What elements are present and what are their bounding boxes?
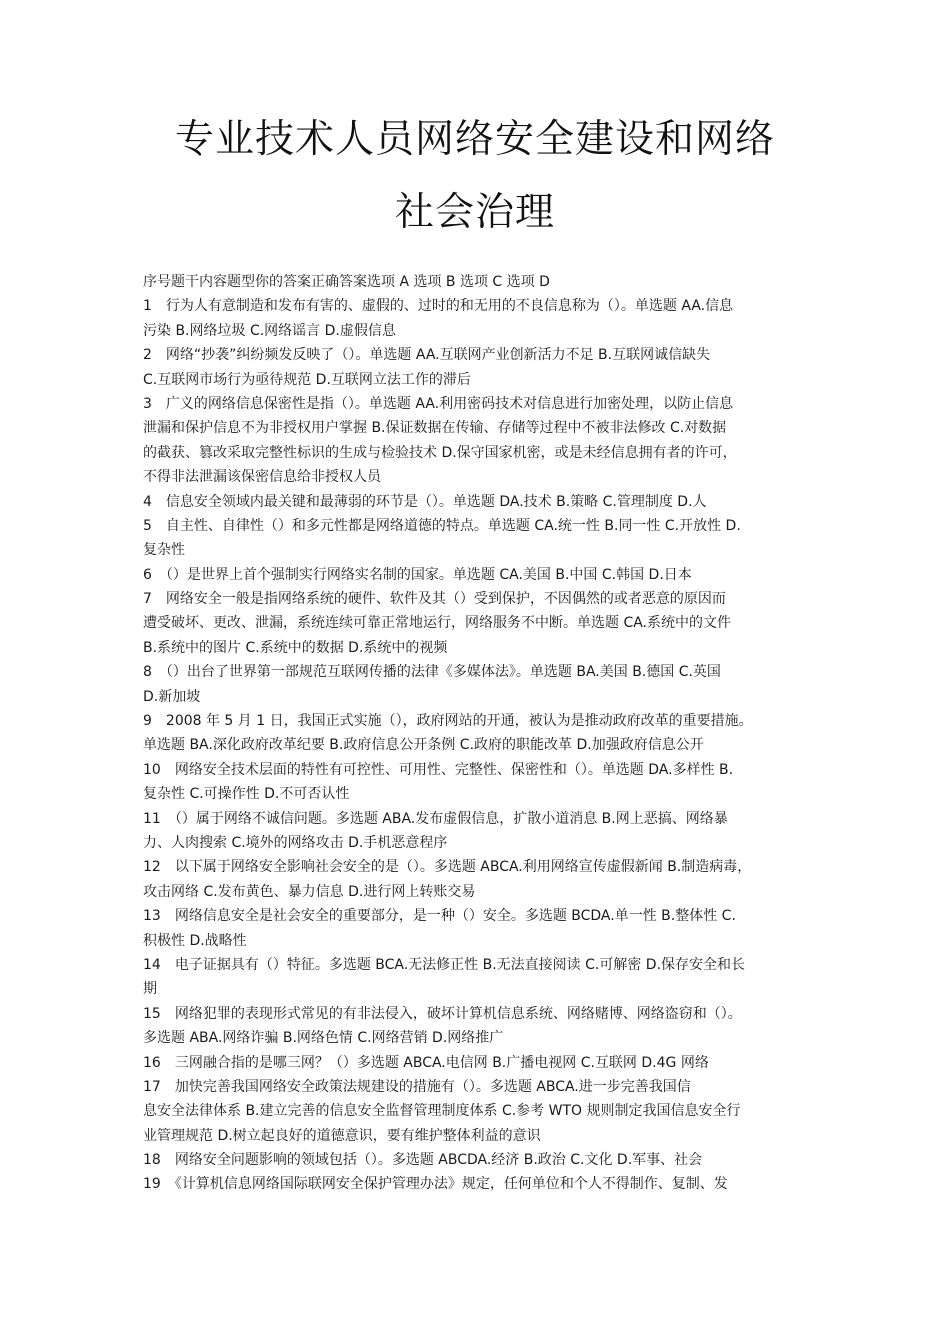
document-body — [143, 270, 823, 1197]
question-text-line: 多选题 ABA.网络诈骗 B.网络色情 C.网络营销 D.网络推广 — [143, 1030, 504, 1047]
question-text-line: 不得非法泄漏该保密信息给非授权人员 — [143, 469, 381, 486]
table-header-line: 序号题干内容题型你的答案正确答案选项 A 选项 B 选项 C 选项 D — [143, 274, 550, 290]
question-text-line: 复杂性 — [143, 542, 185, 559]
question-text-line: 3 广义的网络信息保密性是指（）。单选题 AA.利用密码技术对信息进行加密处理，以防止信息 — [143, 395, 734, 412]
question-text-line: 的截获、篡改采取完整性标识的生成与检验技术 D.保守国家机密，或是未经信息拥有者的许可， — [143, 444, 737, 461]
question-text-line: 14 电子证据具有（）特征。多选题 BCA.无法修正性 B.无法直接阅读 C.可解密 D.保存安全和长 — [143, 956, 746, 973]
question-text-line: 1 行为人有意制造和发布有害的、虚假的、过时的和无用的不良信息称为（）。单选题 AA.信息 — [143, 298, 734, 315]
question-text-line: 16 三网融合指的是哪三网？（）多选题 ABCA.电信网 B.广播电视网 C.互联网 D.4G 网络 — [143, 1054, 709, 1071]
question-text-line: 12 以下属于网络安全影响社会安全的是（）。多选题 ABCA.利用网络宣传虚假新闻 B.制造病毒， — [143, 859, 752, 876]
question-text-line: 9 2008 年 5 月 1 日，我国正式实施（），政府网站的开通，被认为是推动政府改革的重要措施。 — [143, 713, 753, 730]
question-text-line: 15 网络犯罪的表现形式常见的有非法侵入，破坏计算机信息系统、网络赌博、网络盗窃和（）。 — [143, 1005, 742, 1022]
question-text-line: 17 加快完善我国网络安全政策法规建设的措施有（）。多选题 ABCA.进一步完善我国信 — [143, 1078, 691, 1095]
question-text-line: 力、人肉搜索 C.境外的网络攻击 D.手机恶意程序 — [143, 834, 448, 851]
question-text-line: 单选题 BA.深化政府改革纪要 B.政府信息公开条例 C.政府的职能改革 D.加强政府信息公开 — [143, 737, 704, 754]
question-text-line: 2 网络“抄袭”纠纷频发反映了（）。单选题 AA.互联网产业创新活力不足 B.互联网诚信缺失 — [143, 347, 711, 364]
question-text-line: 4 信息安全领域内最关键和最薄弱的环节是（）。单选题 DA.技术 B.策略 C.管理制度 D.人 — [143, 493, 707, 510]
question-text-line: 泄漏和保护信息不为非授权用户掌握 B.保证数据在传输、存储等过程中不被非法修改 C.对数据 — [143, 420, 727, 437]
question-text-line: 业管理规范 D.树立起良好的道德意识，要有维护整体利益的意识 — [143, 1127, 541, 1144]
question-text-line: 13 网络信息安全是社会安全的重要部分，是一种（）安全。多选题 BCDA.单一性 B.整体性 C. — [143, 908, 736, 925]
question-text-line: 复杂性 C.可操作性 D.不可否认性 — [143, 786, 350, 803]
question-text-line: 污染 B.网络垃圾 C.网络谣言 D.虚假信息 — [143, 322, 396, 339]
document-title-line-2: 社会治理 — [394, 190, 555, 235]
question-text-line: B.系统中的图片 C.系统中的数据 D.系统中的视频 — [143, 639, 448, 656]
document-title-line-1: 专业技术人员网络安全建设和网络 — [174, 117, 775, 162]
question-text-line: C.互联网市场行为亟待规范 D.互联网立法工作的滞后 — [143, 371, 471, 388]
question-text-line: 积极性 D.战略性 — [143, 932, 247, 949]
question-text-line: 攻击网络 C.发布黄色、暴力信息 D.进行网上转账交易 — [143, 883, 476, 900]
question-text-line: 5 自主性、自律性（）和多元性都是网络道德的特点。单选题 CA.统一性 B.同一性 C.开放性 D. — [143, 517, 741, 534]
question-text-line: 6 （）是世界上首个强制实行网络实名制的国家。单选题 CA.美国 B.中国 C.韩国 D.日本 — [143, 566, 692, 583]
question-text-line: 8 （）出台了世界第一部规范互联网传播的法律《多媒体法》。单选题 BA.美国 B.德国 C.英国 — [143, 664, 721, 681]
question-text-line: 10 网络安全技术层面的特性有可控性、可用性、完整性、保密性和（）。单选题 DA.多样性 B. — [143, 761, 734, 778]
question-text-line: 遭受破坏、更改、泄漏，系统连续可靠正常地运行，网络服务不中断。单选题 CA.系统中的文件 — [143, 615, 732, 632]
question-text-line: 息安全法律体系 B.建立完善的信息安全监督管理制度体系 C.参考 WTO 规则制定我国信息安全行 — [143, 1103, 741, 1120]
question-text-line: D.新加坡 — [143, 688, 201, 705]
question-text-line: 11 （）属于网络不诚信问题。多选题 ABA.发布虚假信息，扩散小道消息 B.网上恶搞、网络暴 — [143, 810, 728, 827]
question-text-line: 期 — [143, 981, 157, 998]
question-text-line: 18 网络安全问题影响的领域包括（）。多选题 ABCDA.经济 B.政治 C.文化 D.军事、社会 — [143, 1152, 703, 1169]
question-text-line: 19 《计算机信息网络国际联网安全保护管理办法》规定，任何单位和个人不得制作、复制、发 — [143, 1176, 728, 1193]
question-text-line: 7 网络安全一般是指网络系统的硬件、软件及其（）受到保护，不因偶然的或者恶意的原因而 — [143, 591, 726, 608]
